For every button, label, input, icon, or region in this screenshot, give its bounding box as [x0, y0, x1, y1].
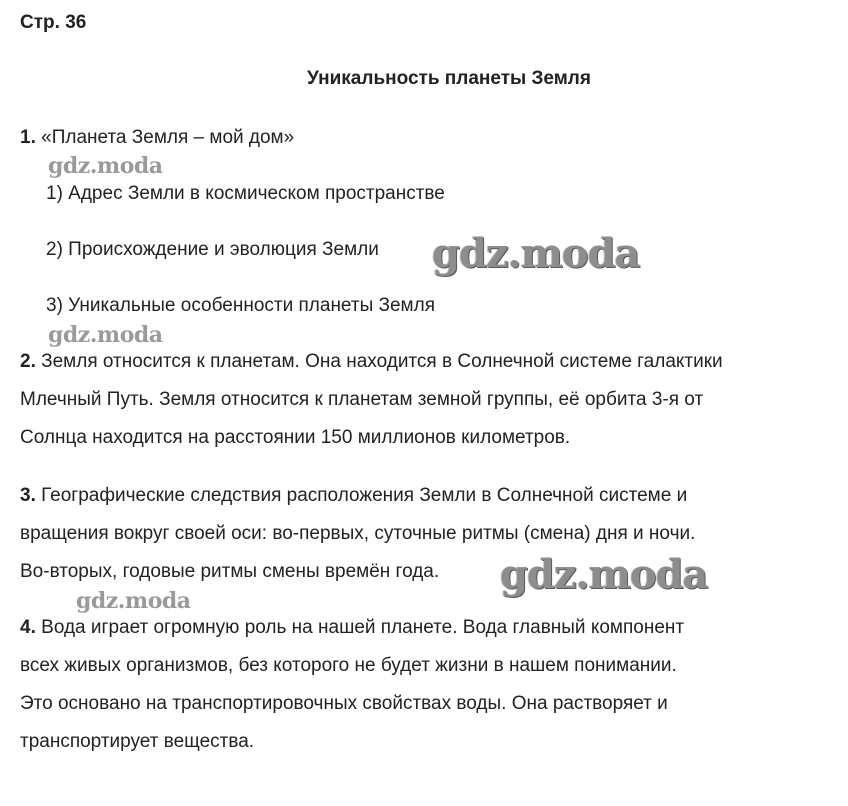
watermark: gdz.moda — [76, 588, 191, 614]
page-title: Уникальность планеты Земля — [307, 68, 591, 89]
task-2-line — [20, 350, 723, 373]
page-number: Стр. 36 — [20, 12, 87, 33]
watermark: gdz.moda — [48, 322, 163, 348]
task-4-line: транспортирует вещества. — [20, 731, 255, 752]
task-4-line: всех живых организмов, без которого не будет жизни в нашем понимании. — [20, 655, 677, 676]
task-number: 1. — [20, 127, 36, 148]
task-3-line — [20, 484, 687, 507]
watermark: gdz.moda — [432, 230, 640, 277]
task-text: Географические следствия расположения Земли в Солнечной системе и — [41, 485, 688, 506]
task-3-line: Во-вторых, годовые ритмы смены времён года. — [20, 561, 440, 582]
task-2-line: Млечный Путь. Земля относится к планетам земной группы, её орбита 3-я от — [20, 389, 704, 410]
task-2-line: Солнца находится на расстоянии 150 миллионов километров. — [20, 427, 571, 448]
list-item: 1) Адрес Земли в космическом пространстве — [46, 183, 445, 204]
task-4-line — [20, 616, 684, 639]
list-item: 2) Происхождение и эволюция Земли — [46, 239, 379, 260]
watermark: gdz.moda — [500, 551, 708, 598]
watermark: gdz.moda — [48, 153, 163, 179]
task-text: «Планета Земля – мой дом» — [41, 127, 295, 148]
task-1-heading — [20, 126, 294, 149]
task-3-line: вращения вокруг своей оси: во-первых, суточные ритмы (смена) дня и ночи. — [20, 523, 696, 544]
task-4-line: Это основано на транспортировочных свойствах воды. Она растворяет и — [20, 693, 668, 714]
task-number: 2. — [20, 351, 36, 372]
task-number: 4. — [20, 617, 36, 638]
task-text: Вода играет огромную роль на нашей планете. Вода главный компонент — [41, 617, 685, 638]
task-text: Земля относится к планетам. Она находится в Солнечной системе галактики — [41, 351, 723, 372]
task-number: 3. — [20, 485, 36, 506]
list-item: 3) Уникальные особенности планеты Земля — [46, 295, 435, 316]
